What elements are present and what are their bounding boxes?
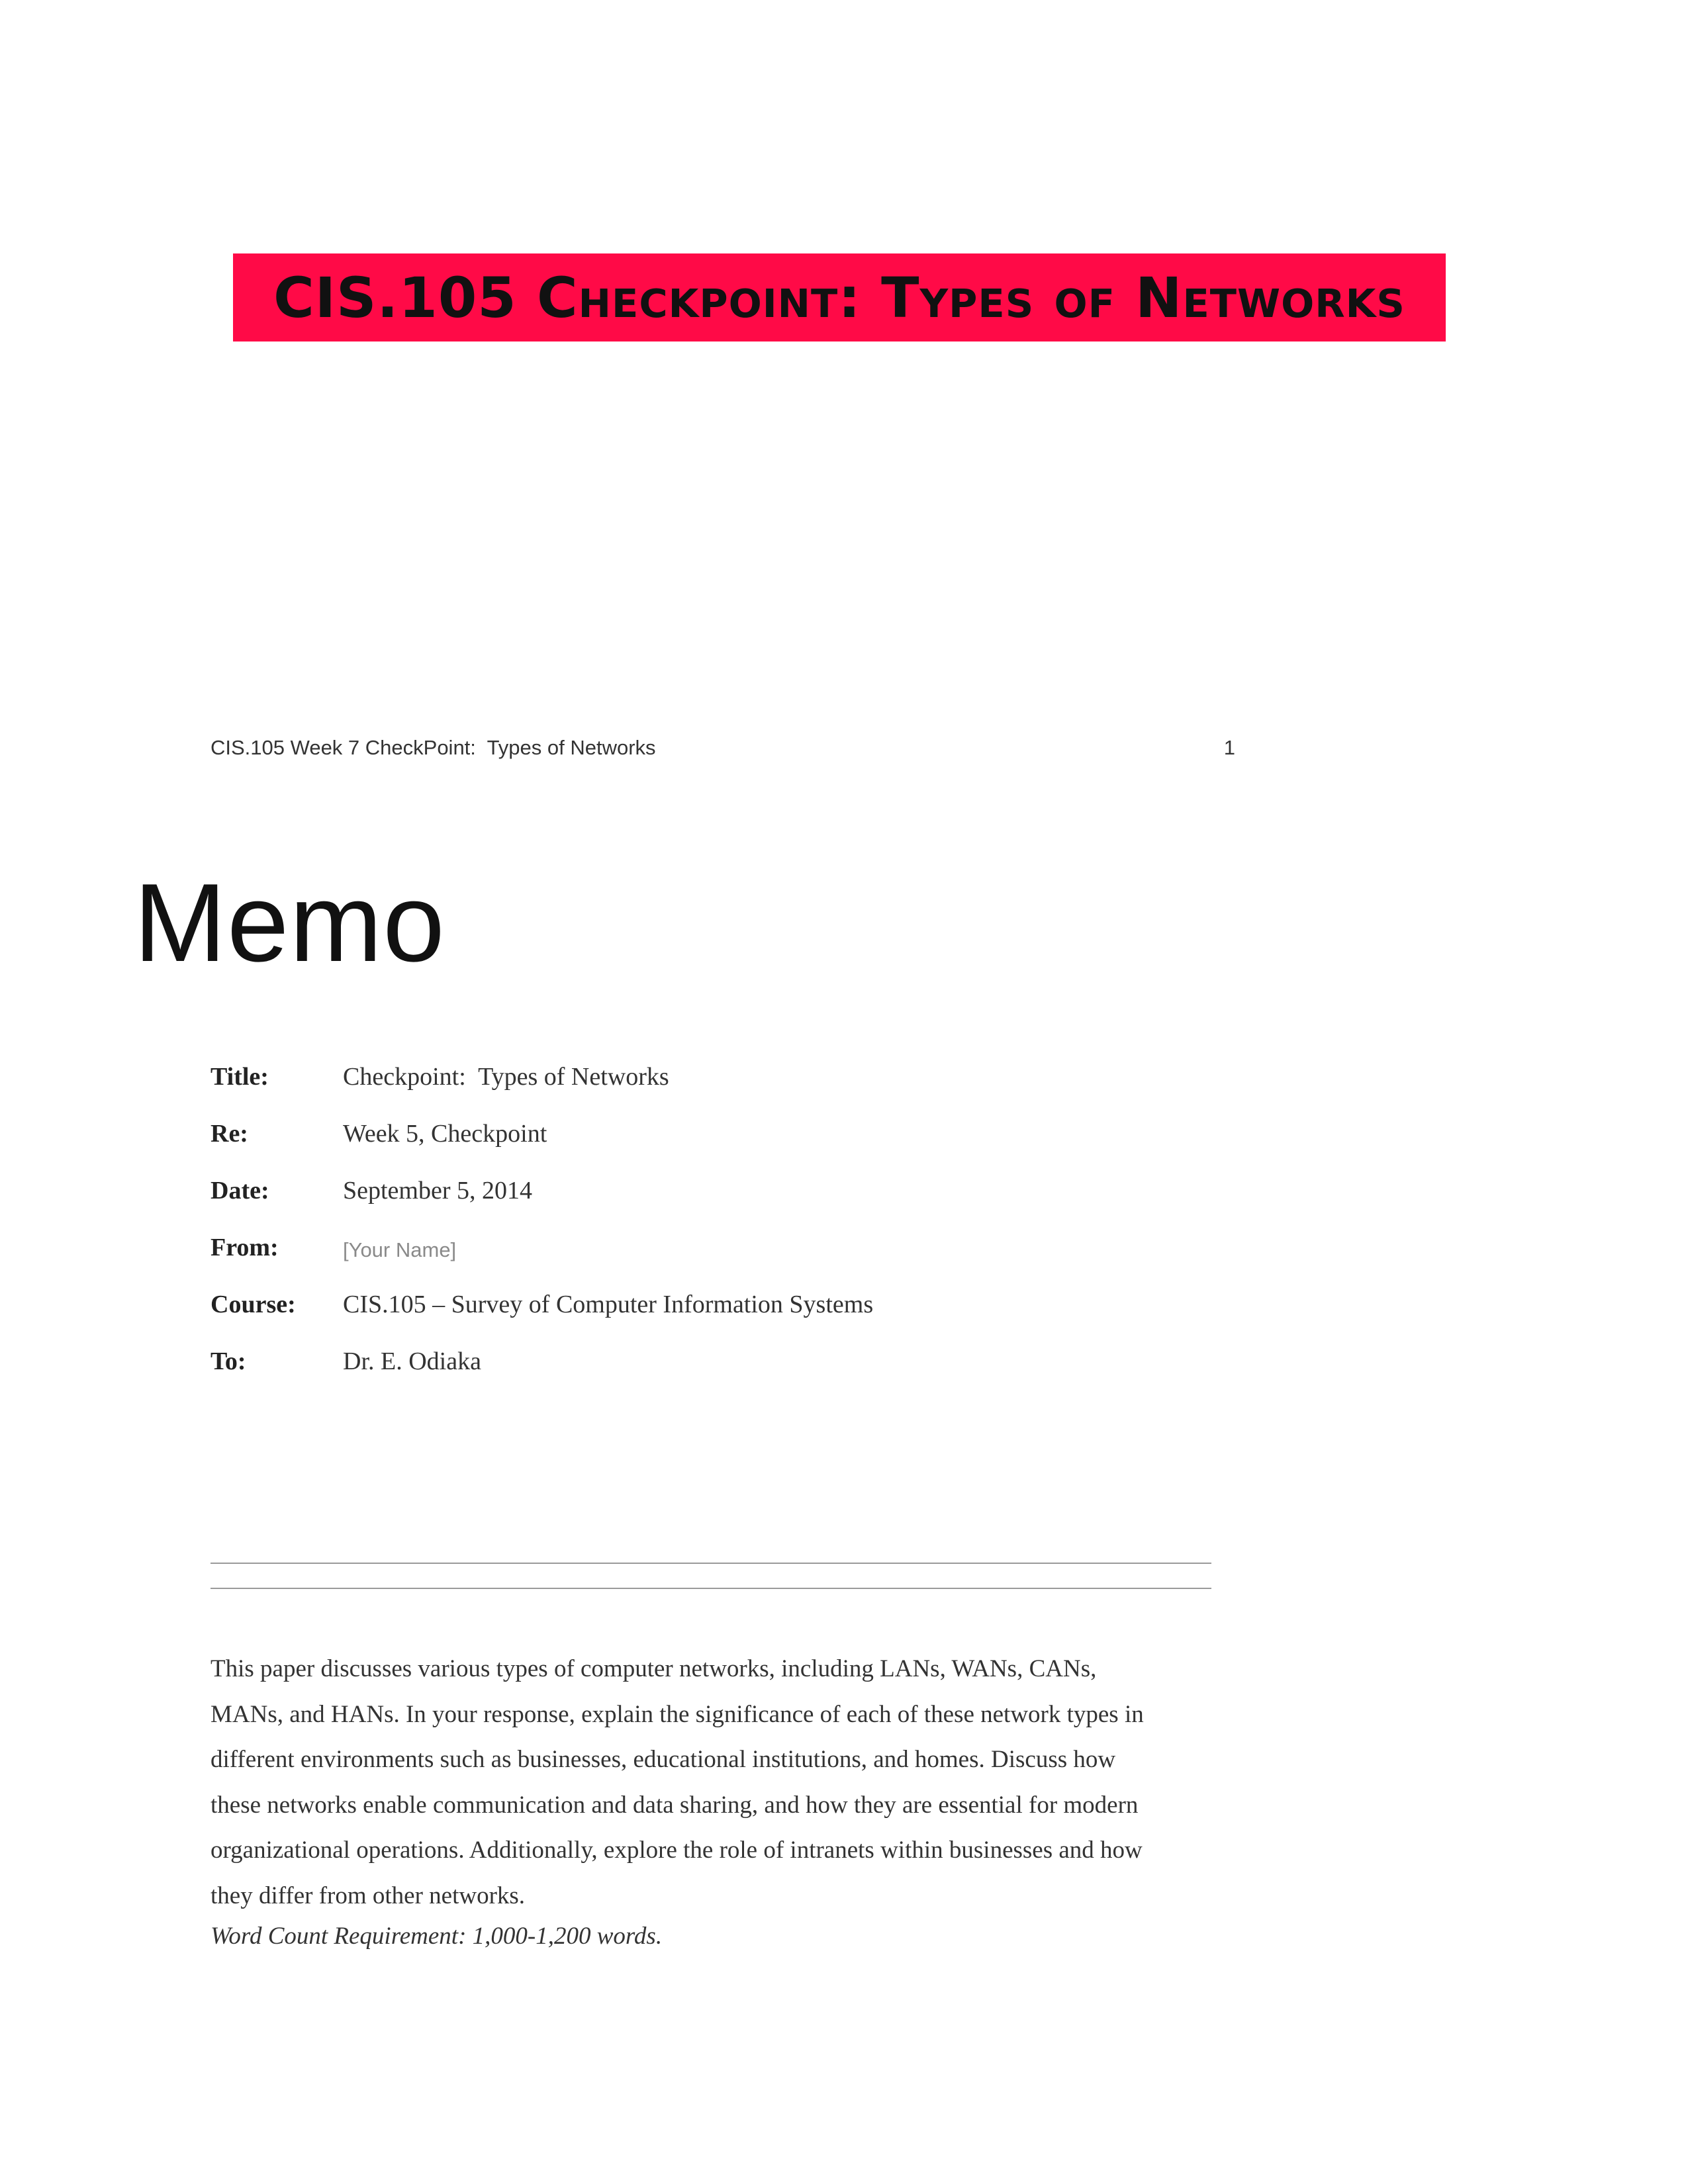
- body-line: different environments such as businesses, educational institutions, and homes. Discuss how: [211, 1746, 1116, 1773]
- divider-line: [211, 1588, 1211, 1589]
- field-date: [211, 1173, 1270, 1230]
- running-head: [211, 736, 1235, 762]
- body-line: This paper discusses various types of computer networks, including LANs, WANs, CANs,: [211, 1655, 1097, 1682]
- field-label: From:: [211, 1234, 279, 1261]
- memo-fields: [211, 1059, 1270, 1400]
- divider-line: [211, 1563, 1211, 1564]
- field-value: Dr. E. Odiaka: [343, 1347, 481, 1375]
- field-label: To:: [211, 1347, 246, 1375]
- field-label: Re:: [211, 1120, 248, 1148]
- field-value: CIS.105 – Survey of Computer Information Systems: [343, 1291, 874, 1318]
- page-number: 1: [1223, 736, 1235, 759]
- field-to: [211, 1343, 1270, 1400]
- field-value: Week 5, Checkpoint: [343, 1120, 547, 1148]
- field-from: [211, 1230, 1270, 1287]
- word-count-requirement: Word Count Requirement: 1,000-1,200 words.: [211, 1923, 663, 1950]
- title-banner: [233, 253, 1446, 341]
- field-label: Date:: [211, 1177, 269, 1205]
- field-label: Title:: [211, 1063, 269, 1091]
- body-line: these networks enable communication and data sharing, and how they are essential for modern: [211, 1791, 1139, 1819]
- field-value-placeholder: [Your Name]: [343, 1238, 457, 1261]
- memo-heading: Memo: [134, 860, 445, 985]
- body-line: organizational operations. Additionally, explore the role of intranets within businesses and how: [211, 1837, 1143, 1864]
- field-title: [211, 1059, 1270, 1116]
- field-re: [211, 1116, 1270, 1173]
- running-head-title: CIS.105 Week 7 CheckPoint: Types of Networks: [211, 736, 656, 759]
- body-paragraph: [211, 1647, 1243, 1919]
- body-line: MANs, and HANs. In your response, explain the significance of each of these network types in: [211, 1700, 1144, 1728]
- body-line: they differ from other networks.: [211, 1882, 526, 1909]
- banner-title: CIS.105 Checkpoint: Types of Networks: [273, 265, 1405, 330]
- field-course: [211, 1287, 1270, 1343]
- field-value: Checkpoint: Types of Networks: [343, 1063, 669, 1091]
- field-label: Course:: [211, 1291, 296, 1318]
- field-value: September 5, 2014: [343, 1177, 533, 1205]
